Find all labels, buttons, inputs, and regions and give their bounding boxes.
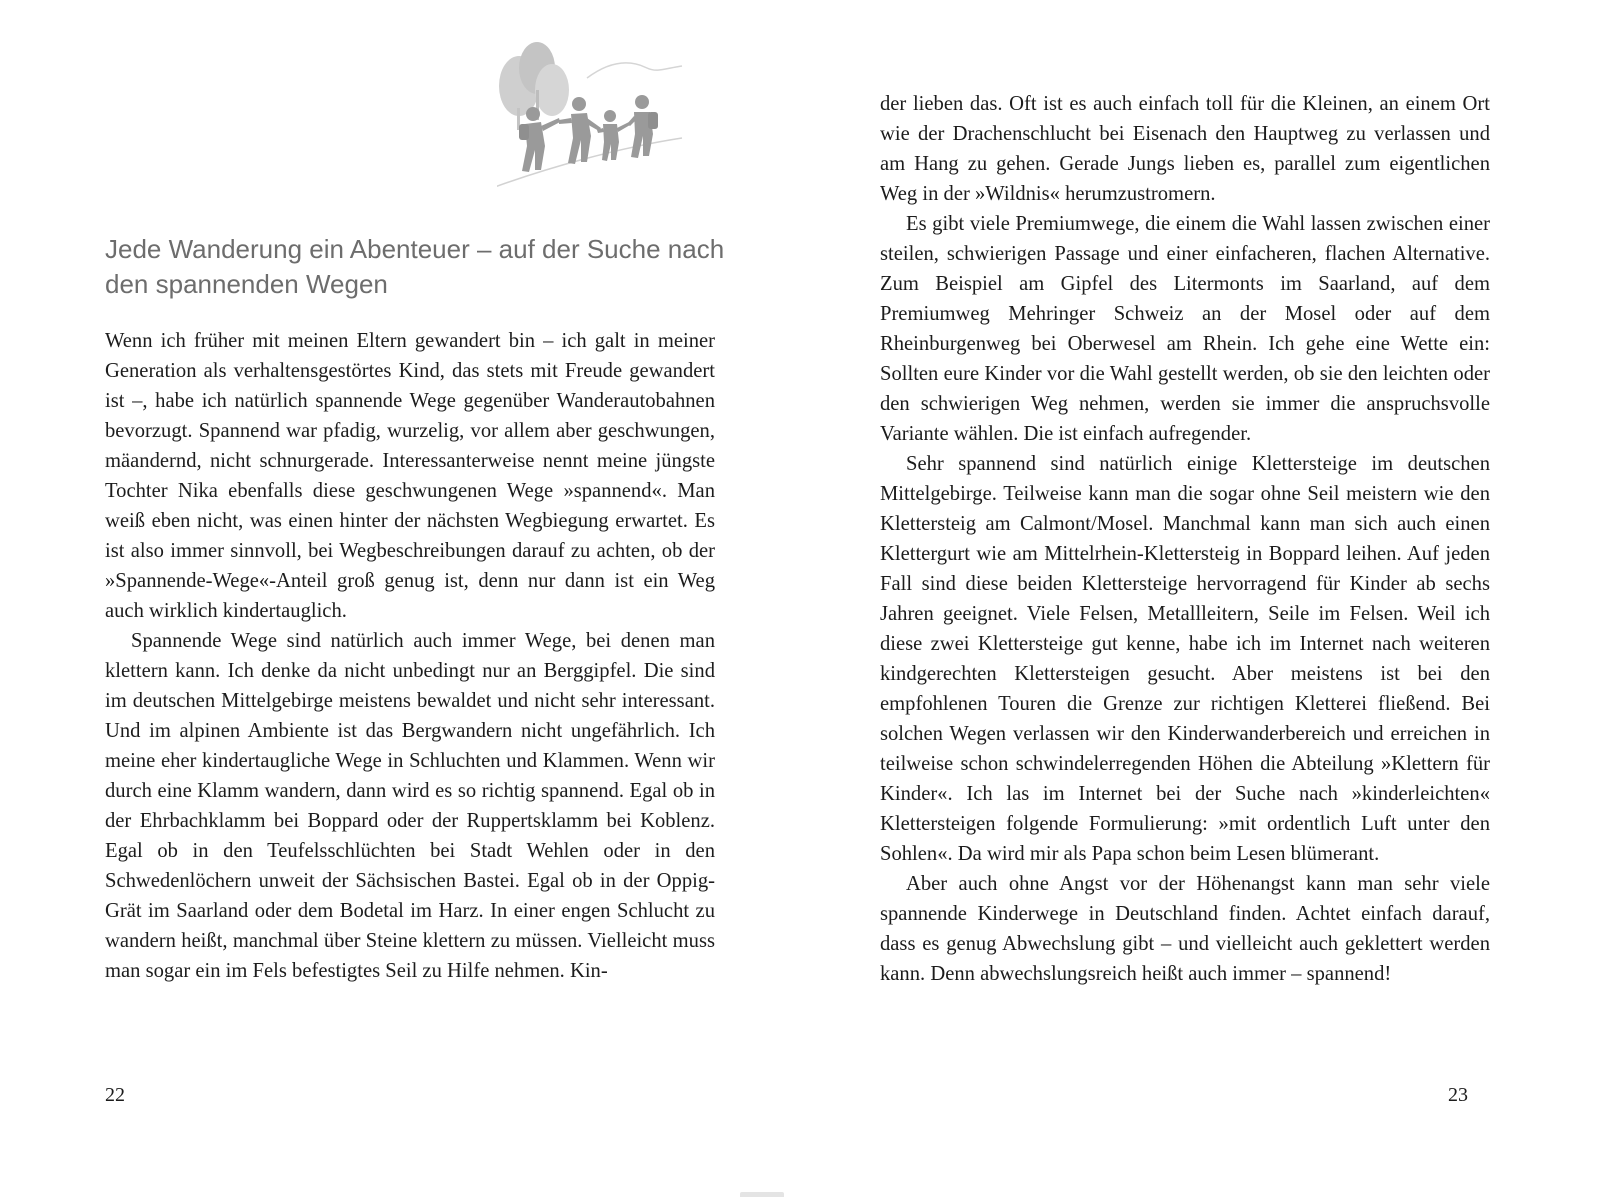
page-number-left: 22 [105, 1084, 125, 1106]
chapter-heading: Jede Wanderung ein Abenteuer – auf der Suche nach den spannenden Wegen [105, 234, 725, 299]
paragraph: Aber auch ohne Angst vor der Höhenangst kann man sehr viele spannende Kinderwege in Deutschland finden. Achtet einfach darauf, dass es genug Abwechslung gibt – und vielleicht auch geklettert werden kann. Denn abwechslungsreich heißt auch immer – spannend! [880, 873, 1490, 985]
right-page [800, 0, 1600, 1197]
paragraph: Spannende Wege sind natürlich auch immer Wege, bei denen man klettern kann. Ich denke da nicht unbedingt nur an Berggipfel. Die sind im deutschen Mittelgebirge meistens bewaldet und nicht sehr interessant. Und im alpinen Ambiente ist das Bergwandern nicht ungefährlich. Ich meine eher kindertaugliche Wege in Schluchten und Klammen. Wenn wir durch eine Klamm wandern, dann wird es so richtig spannend. Egal ob in der Ehrbachklamm bei Boppard oder der Ruppertsklamm bei Koblenz. Egal ob in den Teufelsschlüchten bei Stadt Wehlen oder in den Schwedenlöchern unweit der Sächsischen Bastei. Egal ob in der Oppig-Grät im Saarland oder dem Bodetal im Harz. In einer engen Schlucht zu wandern heißt, manchmal über Steine klettern zu müssen. Vielleicht muss man sogar ein im Fels befestigtes Seil zu Hilfe nehmen. Kin- [105, 630, 715, 982]
page-edge-tab [740, 1192, 784, 1197]
right-body-text [880, 89, 1490, 989]
paragraph: Es gibt viele Premiumwege, die einem die Wahl lassen zwischen einer steilen, schwierigen Passage und einer einfacheren, flachen Alternative. Zum Beispiel am Gipfel des Litermonts im Saarland, auf dem Premiumweg Mehringer Schweiz an der Mosel oder auf dem Rheinburgenweg bei Oberwesel am Rhein. Ich gehe eine Wette ein: Sollten eure Kinder vor die Wahl gestellt werden, ob sie den leichten oder den schwierigen Weg nehmen, werden sie immer die anspruchsvolle Variante wählen. Die ist einfach aufregender. [880, 213, 1490, 445]
paragraph: Wenn ich früher mit meinen Eltern gewandert bin – ich galt in meiner Generation als verhaltensgestörtes Kind, das stets mit Freude gewandert ist –, habe ich natürlich spannende Wege gegenüber Wanderautobahnen bevorzugt. Spannend war pfadig, wurzelig, vor allem aber geschwungen, mäandernd, nicht schnurgerade. Interessanterweise nennt meine jüngste Tochter Nika ebenfalls diese geschwungenen Wege »spannend«. Man weiß eben nicht, was einen hinter der nächsten Wegbiegung erwartet. Es ist also immer sinnvoll, bei Wegbeschreibungen darauf zu achten, ob der »Spannende-Wege«-Anteil groß genug ist, denn nur dann ist ein Weg auch wirklich kindertauglich. [105, 330, 715, 622]
page-number-right: 23 [1448, 1084, 1468, 1106]
paragraph: der lieben das. Oft ist es auch einfach toll für die Kleinen, an einem Ort wie der Drachenschlucht bei Eisenach den Hauptweg zu verlassen und am Hang zu gehen. Gerade Jungs lieben es, parallel zum eigentlichen Weg in der »Wildnis« herumzustromern. [880, 93, 1490, 205]
left-body-text [105, 326, 715, 986]
family-hiking-silhouette-icon [497, 38, 697, 198]
paragraph: Sehr spannend sind natürlich einige Klettersteige im deutschen Mittelgebirge. Teilweise kann man die sogar ohne Seil meistern wie den Klettersteig am Calmont/Mosel. Manchmal kann man sich auch einen Klettergurt wie am Mittelrhein-Klettersteig in Boppard leihen. Auf jeden Fall sind diese beiden Klettersteige hervorragend für Kinder ab sechs Jahren geeignet. Viele Felsen, Metallleitern, Seile im Felsen. Weil ich diese zwei Klettersteige gut kenne, habe ich im Internet nach weiteren kindgerechten Klettersteigen gesucht. Aber meistens ist bei den empfohlenen Touren die Grenze zur richtigen Kletterei fließend. Bei solchen Wegen verlassen wir den Kinderwanderbereich und erreichen in teilweise schon schwindelerregenden Höhen die Abteilung »Klettern für Kinder«. Ich las im Internet bei der Suche nach »kinderleichten« Klettersteigen folgende Formulierung: »mit ordentlich Luft unter den Sohlen«. Da wird mir als Papa schon beim Lesen blümerant. [880, 453, 1490, 865]
